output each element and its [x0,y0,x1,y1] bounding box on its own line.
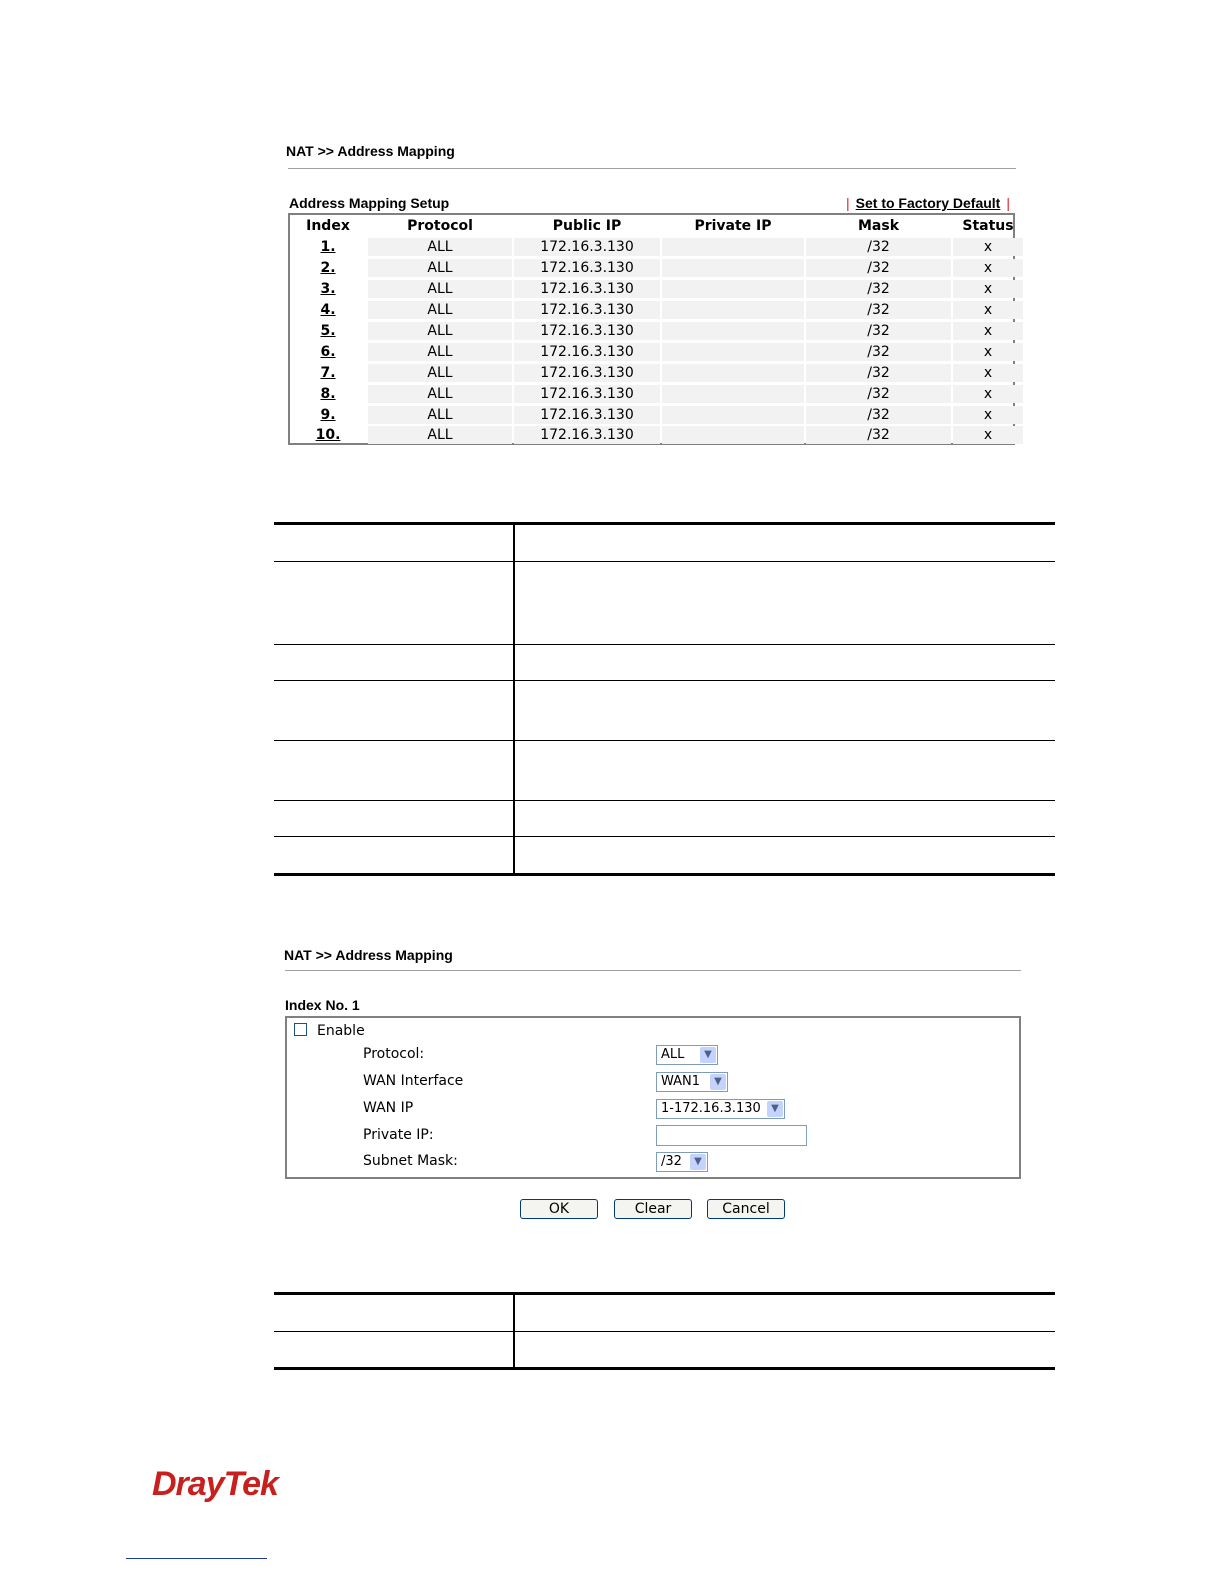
mask-cell: /32 [806,343,951,361]
mask-cell: /32 [806,364,951,382]
private-ip-label: Private IP: [363,1127,434,1143]
chevron-down-icon: ▼ [767,1101,783,1117]
breadcrumb-divider [288,168,1016,169]
status-cell: x [953,280,1023,298]
separator: | [1006,195,1010,211]
index-cell [290,238,366,256]
table-header [290,215,1013,237]
column-header-status: Status [962,218,1014,234]
column-header-public-ip: Public IP [552,218,622,234]
private-ip-cell [662,364,804,382]
public-ip-cell: 172.16.3.130 [514,301,660,319]
private-ip-cell [662,238,804,256]
table-row [274,562,1055,645]
index-link[interactable]: 5. [320,323,336,339]
table-row [290,404,1013,425]
protocol-cell: ALL [368,280,512,298]
mask-cell: /32 [806,426,951,444]
subnet-mask-select-value: /32 [661,1154,682,1169]
status-cell: x [953,406,1023,424]
table-row [274,1332,1055,1370]
footer-divider [126,1558,267,1559]
section-title: Address Mapping Setup [289,195,450,211]
chevron-down-icon: ▼ [690,1154,706,1170]
separator: | [846,195,850,211]
index-cell [290,322,366,340]
index-cell [290,343,366,361]
column-header-mask: Mask [857,218,900,234]
protocol-cell: ALL [368,301,512,319]
mask-cell: /32 [806,385,951,403]
column-header-protocol: Protocol [407,218,473,234]
protocol-cell: ALL [368,426,512,444]
index-cell [290,385,366,403]
wan-interface-select-value: WAN1 [661,1074,701,1089]
protocol-cell: ALL [368,343,512,361]
public-ip-cell: 172.16.3.130 [514,406,660,424]
table-row [290,383,1013,404]
index-link[interactable]: 2. [320,260,336,277]
mask-cell: /32 [806,238,951,256]
mask-cell: /32 [806,280,951,298]
column-header-private-ip: Private IP [694,218,772,234]
column-header-index: Index [306,218,350,234]
factory-default-link-group [840,195,1016,211]
clear-button[interactable]: Clear [614,1199,692,1219]
chevron-down-icon: ▼ [700,1047,716,1063]
private-ip-cell [662,259,804,277]
index-cell [290,426,366,444]
index-cell [290,364,366,382]
protocol-label: Protocol: [363,1046,425,1062]
status-cell: x [953,259,1023,277]
wan-interface-label: WAN Interface [363,1073,464,1089]
page-breadcrumb: NAT >> Address Mapping [284,947,453,963]
wan-interface-select[interactable] [656,1072,728,1092]
table-row [290,279,1013,300]
ok-button[interactable]: OK [520,1199,598,1219]
private-ip-cell [662,385,804,403]
mask-cell: /32 [806,301,951,319]
public-ip-cell: 172.16.3.130 [514,322,660,340]
address-mapping-table [288,213,1015,445]
subnet-mask-label: Subnet Mask: [363,1153,458,1169]
enable-label: Enable [317,1023,365,1039]
private-ip-cell [662,406,804,424]
status-cell: x [953,385,1023,403]
protocol-cell: ALL [368,238,512,256]
table-row [290,237,1013,258]
public-ip-cell: 172.16.3.130 [514,343,660,361]
private-ip-cell [662,280,804,298]
private-ip-cell [662,343,804,361]
protocol-select-value: ALL [661,1047,685,1062]
index-title: Index No. 1 [285,997,360,1013]
protocol-cell: ALL [368,364,512,382]
status-cell: x [953,426,1023,444]
status-cell: x [953,301,1023,319]
index-link[interactable]: 3. [320,281,336,298]
index-link[interactable]: 6. [320,343,336,360]
public-ip-cell: 172.16.3.130 [514,238,660,256]
index-link[interactable]: 7. [320,364,336,381]
table-row [290,321,1013,342]
private-ip-cell [662,426,804,444]
description-table [274,522,1055,876]
protocol-cell: ALL [368,259,512,277]
status-cell: x [953,364,1023,382]
enable-checkbox[interactable] [294,1023,307,1036]
status-cell: x [953,322,1023,340]
mask-cell: /32 [806,259,951,277]
cancel-button[interactable]: Cancel [707,1199,785,1219]
mask-cell: /32 [806,406,951,424]
protocol-cell: ALL [368,385,512,403]
status-cell: x [953,238,1023,256]
breadcrumb-divider [285,970,1021,971]
index-link[interactable]: 4. [320,302,336,319]
table-row [290,300,1013,321]
index-link[interactable]: 1. [320,239,336,256]
table-row [274,645,1055,681]
status-cell: x [953,343,1023,361]
table-row [290,425,1013,446]
table-row [290,362,1013,383]
description-table [274,1292,1055,1370]
protocol-cell: ALL [368,406,512,424]
public-ip-cell: 172.16.3.130 [514,259,660,277]
page-breadcrumb: NAT >> Address Mapping [286,143,455,159]
wan-ip-select-value: 1-172.16.3.130 [661,1101,761,1116]
protocol-select[interactable] [656,1045,718,1065]
table-row [274,801,1055,837]
public-ip-cell: 172.16.3.130 [514,364,660,382]
index-cell [290,259,366,277]
table-row [274,1295,1055,1332]
wan-ip-select[interactable] [656,1099,785,1119]
table-row [290,341,1013,362]
subnet-mask-select[interactable] [656,1152,708,1172]
public-ip-cell: 172.16.3.130 [514,426,660,444]
index-link[interactable]: 9. [320,406,336,423]
private-ip-cell [662,322,804,340]
table-row [274,681,1055,741]
table-row [274,837,1055,876]
mask-cell: /32 [806,322,951,340]
private-ip-cell [662,301,804,319]
index-cell [290,280,366,298]
public-ip-cell: 172.16.3.130 [514,280,660,298]
index-link[interactable]: 8. [320,385,336,402]
private-ip-input[interactable] [656,1125,807,1146]
protocol-cell: ALL [368,322,512,340]
wan-ip-label: WAN IP [363,1100,414,1116]
table-row [274,741,1055,801]
public-ip-cell: 172.16.3.130 [514,385,660,403]
index-cell [290,301,366,319]
chevron-down-icon: ▼ [710,1074,726,1090]
table-row [290,258,1013,279]
index-cell [290,406,366,424]
set-to-factory-default-link[interactable]: Set to Factory Default [855,195,1001,211]
draytek-logo: DrayTek [152,1465,278,1503]
table-row [274,525,1055,562]
index-link[interactable]: 10. [315,427,341,444]
